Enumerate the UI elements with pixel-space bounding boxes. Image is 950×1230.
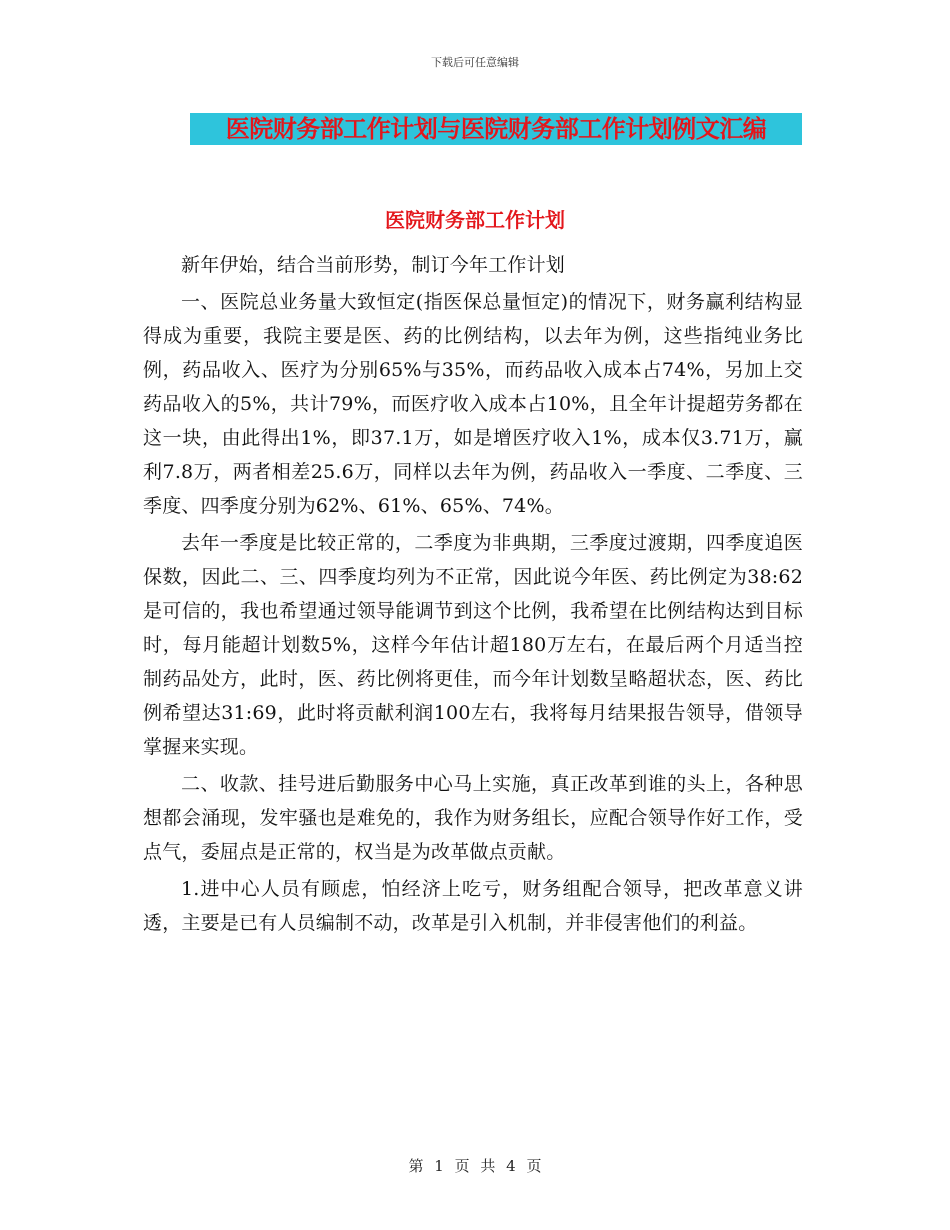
header-note: 下载后可任意编辑 [431,56,519,69]
paragraph-one: 一、医院总业务量大致恒定(指医保总量恒定)的情况下，财务赢利结构显得成为重要，我院主要是医、药的比例结构，以去年为例，这些指纯业务比例，药品收入、医疗为分别65%与35%，而药品收入成本占74%，另加上交药品收入的5%，共计79%，而医疗收入成本占10%，且全年计提超劳务都在这一块，由此得出1%，即37.1万，如是增医疗收入1%，成本仅3.71万，赢利7.8万，两者相差25.6万，同样以去年为例，药品收入一季度、二季度、三季度、四季度分别为62%、61%、65%、74%。 [143,291,803,517]
paragraph-intro: 新年伊始，结合当前形势，制订今年工作计划 [181,254,566,276]
document-body [143,248,803,940]
page-number: 第 1 页 共 4 页 [408,1157,542,1175]
paragraph-three: 二、收款、挂号进后勤服务中心马上实施，真正改革到谁的头上，各种思想都会涌现，发牢骚也是难免的，我作为财务组长，应配合领导作好工作，受点气，委屈点是正常的，权当是为改革做点贡献。 [143,773,803,863]
paragraph-two: 去年一季度是比较正常的，二季度为非典期，三季度过渡期，四季度追医保数，因此二、三、四季度均列为不正常，因此说今年医、药比例定为38:62是可信的，我也希望通过领导能调节到这个比例，我希望在比例结构达到目标时，每月能超计划数5%，这样今年估计超180万左右，在最后两个月适当控制药品处方，此时，医、药比例将更佳，而今年计划数呈略超状态，医、药比例希望达31:69，此时将贡献利润100左右，我将每月结果报告领导，借领导掌握来实现。 [143,532,803,758]
section-title: 医院财务部工作计划 [385,208,565,232]
page-title: 医院财务部工作计划与医院财务部工作计划例文汇编 [225,115,767,143]
paragraph-four: 1.进中心人员有顾虑，怕经济上吃亏，财务组配合领导，把改革意义讲透，主要是已有人员编制不动，改革是引入机制，并非侵害他们的利益。 [143,878,803,934]
